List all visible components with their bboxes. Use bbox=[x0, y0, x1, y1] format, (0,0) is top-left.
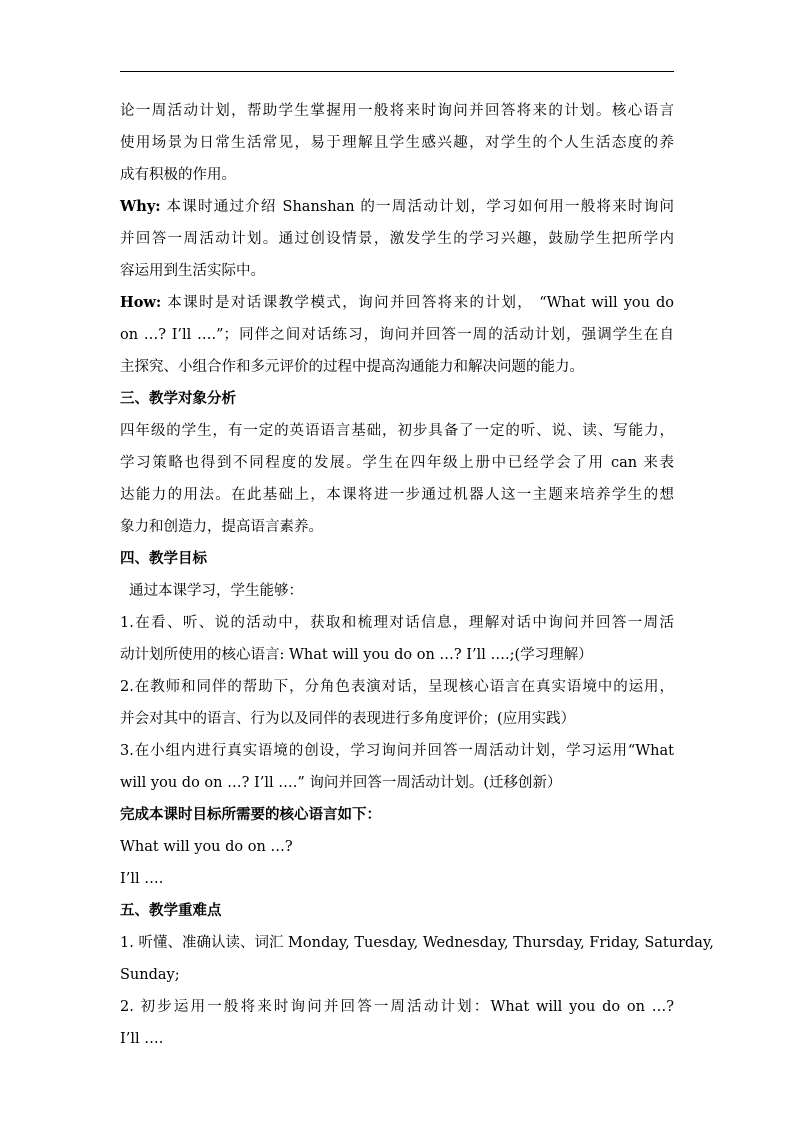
text-line: 并会对其中的语言、行为以及同伴的表现进行多角度评价；(应用实践） bbox=[120, 711, 576, 727]
text-line: I’ll …. bbox=[120, 1031, 164, 1047]
text-line: 学习策略也得到不同程度的发展。学生在四年级上册中已经学会了用 can 来表 bbox=[120, 455, 674, 471]
text-line: 通过本课学习，学生能够： bbox=[129, 583, 303, 599]
why-label: Why: bbox=[120, 198, 161, 215]
text-line: What will you do on …? bbox=[120, 839, 293, 855]
text-line: 主探究、小组合作和多元评价的过程中提高沟通能力和解决问题的能力。 bbox=[120, 359, 584, 375]
text-line: 2. 初步运用一般将来时询问并回答一周活动计划：What will you do on …? bbox=[120, 999, 674, 1015]
text-line: 并回答一周活动计划。通过创设情景，激发学生的学习兴趣，鼓励学生把所学内 bbox=[120, 231, 674, 247]
text-line: Sunday; bbox=[120, 967, 180, 983]
text-line: 3.在小组内进行真实语境的创设，学习询问并回答一周活动计划，学习运用“What bbox=[120, 743, 674, 759]
text-line: 2.在教师和同伴的帮助下，分角色表演对话，呈现核心语言在真实语境中的运用， bbox=[120, 679, 674, 695]
how-label: How: bbox=[120, 294, 162, 311]
text-line: 成有积极的作用。 bbox=[120, 167, 236, 183]
text-line: 动计划所使用的核心语言: What will you do on …? I’ll ….;(学习理解） bbox=[120, 647, 593, 663]
text-line: 象力和创造力，提高语言素养。 bbox=[120, 519, 323, 535]
text-line: 使用场景为日常生活常见，易于理解且学生感兴趣，对学生的个人生活态度的养 bbox=[120, 135, 674, 151]
header-rule bbox=[120, 71, 674, 72]
section-heading: 三、教学对象分析 bbox=[120, 390, 236, 407]
text-line: 容运用到生活实际中。 bbox=[120, 263, 265, 279]
text-line: will you do on …? I’ll ….” 询问并回答一周活动计划。(迁移创新） bbox=[120, 775, 562, 791]
text-line: 论一周活动计划，帮助学生掌握用一般将来时询问并回答将来的计划。核心语言 bbox=[120, 103, 674, 119]
text-line: 1. 听懂、准确认读、词汇 Monday, Tuesday, Wednesday, Thursday, Friday, Saturday, bbox=[120, 935, 714, 951]
text-line: 达能力的用法。在此基础上，本课将进一步通过机器人这一主题来培养学生的想 bbox=[120, 487, 674, 503]
text-line: on …? I’ll ….”；同伴之间对话练习，询问并回答一周的活动计划，强调学生在自 bbox=[120, 327, 674, 343]
why-paragraph-line: Why: 本课时通过介绍 Shanshan 的一周活动计划，学习如何用一般将来时询问 bbox=[120, 198, 675, 215]
section-heading: 五、教学重难点 bbox=[120, 902, 222, 919]
core-language-heading: 完成本课时目标所需要的核心语言如下： bbox=[120, 806, 381, 823]
text-line: 1.在看、听、说的活动中，获取和梳理对话信息，理解对话中询问并回答一周活 bbox=[120, 615, 674, 631]
text-line: I’ll …. bbox=[120, 871, 164, 887]
section-heading: 四、教学目标 bbox=[120, 550, 207, 567]
how-paragraph-line: How: 本课时是对话课教学模式，询问并回答将来的计划， “What will you do bbox=[120, 294, 674, 311]
text-line: 四年级的学生，有一定的英语语言基础，初步具备了一定的听、说、读、写能力， bbox=[120, 423, 674, 439]
